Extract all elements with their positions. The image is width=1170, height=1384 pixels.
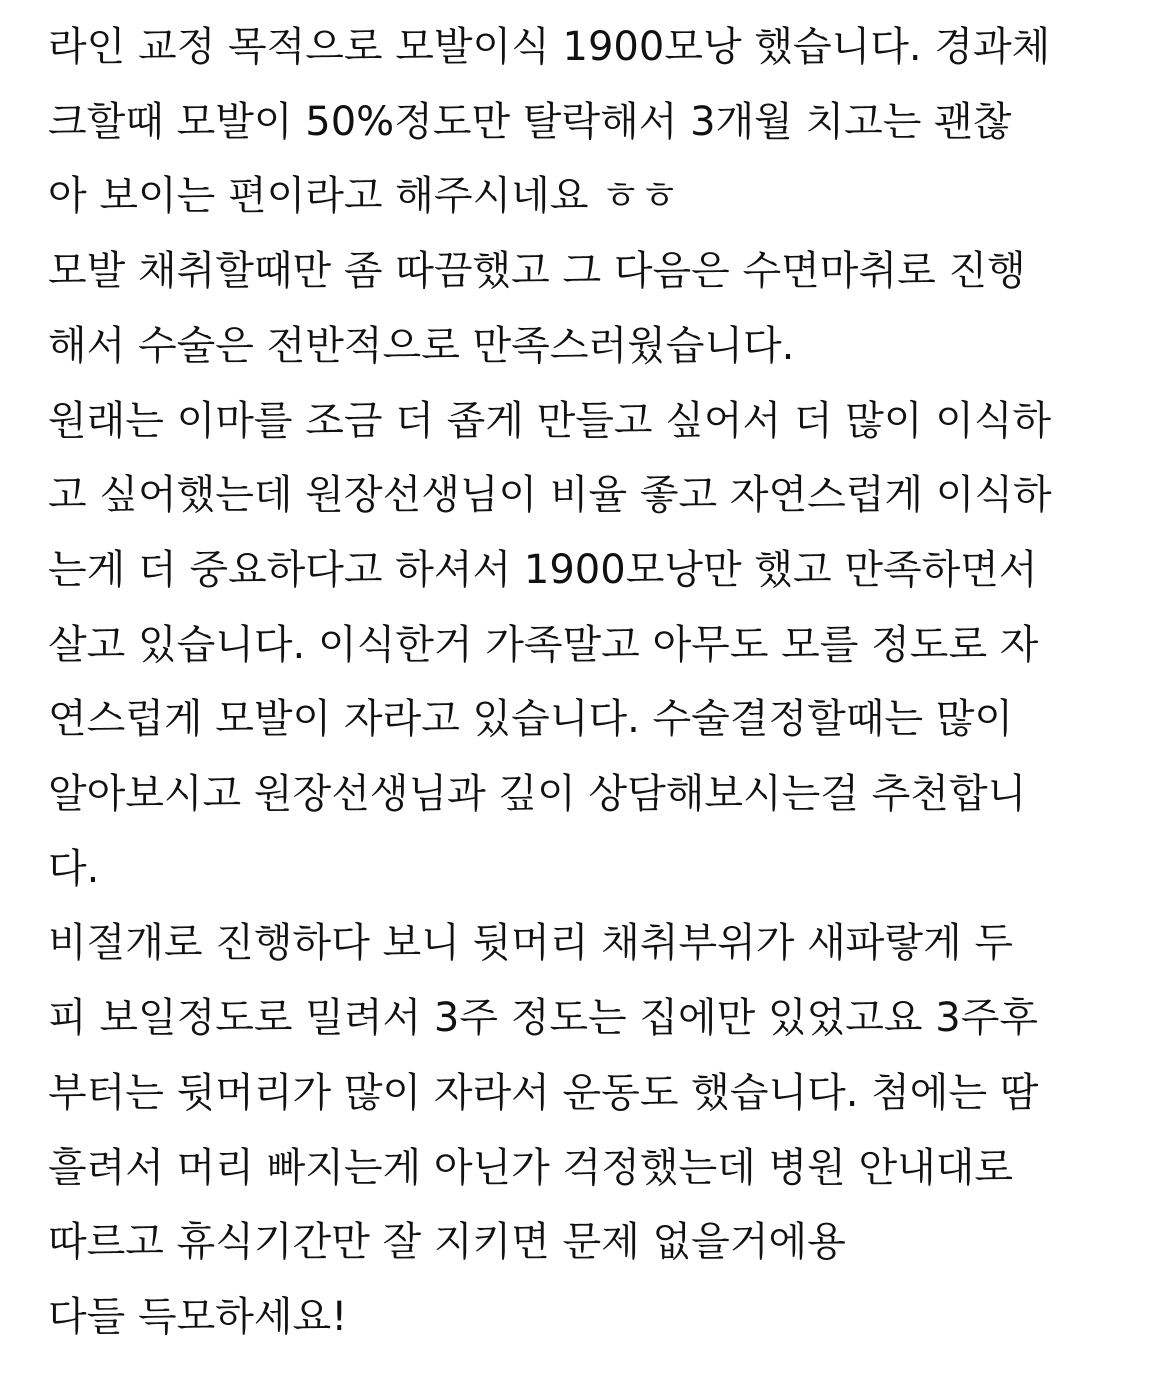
post-line-2: 크할때 모발이 50%정도만 탈락해서 3개월 치고는 괜찮: [48, 98, 1012, 145]
post-line-7: 고 싶어했는데 원장선생님이 비율 좋고 자연스럽게 이식하: [48, 472, 1052, 519]
post-line-16: 흘려서 머리 빠지는게 아닌가 걱정했는데 병원 안내대로: [48, 1144, 1014, 1191]
post-line-15: 부터는 뒷머리가 많이 자라서 운동도 했습니다. 첨에는 땀: [48, 1069, 1039, 1116]
post-line-8: 는게 더 중요하다고 하셔서 1900모낭만 했고 만족하면서: [48, 546, 1038, 593]
post-line-18: 다들 득모하세요!: [48, 1293, 348, 1340]
post-line-14: 피 보일정도로 밀려서 3주 정도는 집에만 있었고요 3주후: [48, 995, 1038, 1042]
post-line-10: 연스럽게 모발이 자라고 있습니다. 수술결정할때는 많이: [48, 696, 1014, 743]
post-line-12: 다.: [48, 845, 100, 892]
post-line-4: 모발 채취할때만 좀 따끔했고 그 다음은 수면마취로 진행: [48, 248, 1026, 295]
post-line-5: 해서 수술은 전반적으로 만족스러웠습니다.: [48, 322, 795, 369]
post-line-13: 비절개로 진행하다 보니 뒷머리 채취부위가 새파랗게 두: [48, 920, 1014, 967]
post-line-1: 라인 교정 목적으로 모발이식 1900모낭 했습니다. 경과체: [48, 24, 1051, 70]
post-body: [48, 10, 1128, 1355]
post-line-9: 살고 있습니다. 이식한거 가족말고 아무도 모를 정도로 자: [48, 621, 1039, 668]
post-line-3: 아 보이는 편이라고 해주시네요 ㅎㅎ: [48, 173, 679, 220]
post-line-11: 알아보시고 원장선생님과 깊이 상담해보시는걸 추천합니: [48, 771, 1027, 818]
post-line-6: 원래는 이마를 조금 더 좁게 만들고 싶어서 더 많이 이식하: [48, 397, 1052, 444]
post-line-17: 따르고 휴식기간만 잘 지키면 문제 없을거에용: [48, 1219, 846, 1266]
